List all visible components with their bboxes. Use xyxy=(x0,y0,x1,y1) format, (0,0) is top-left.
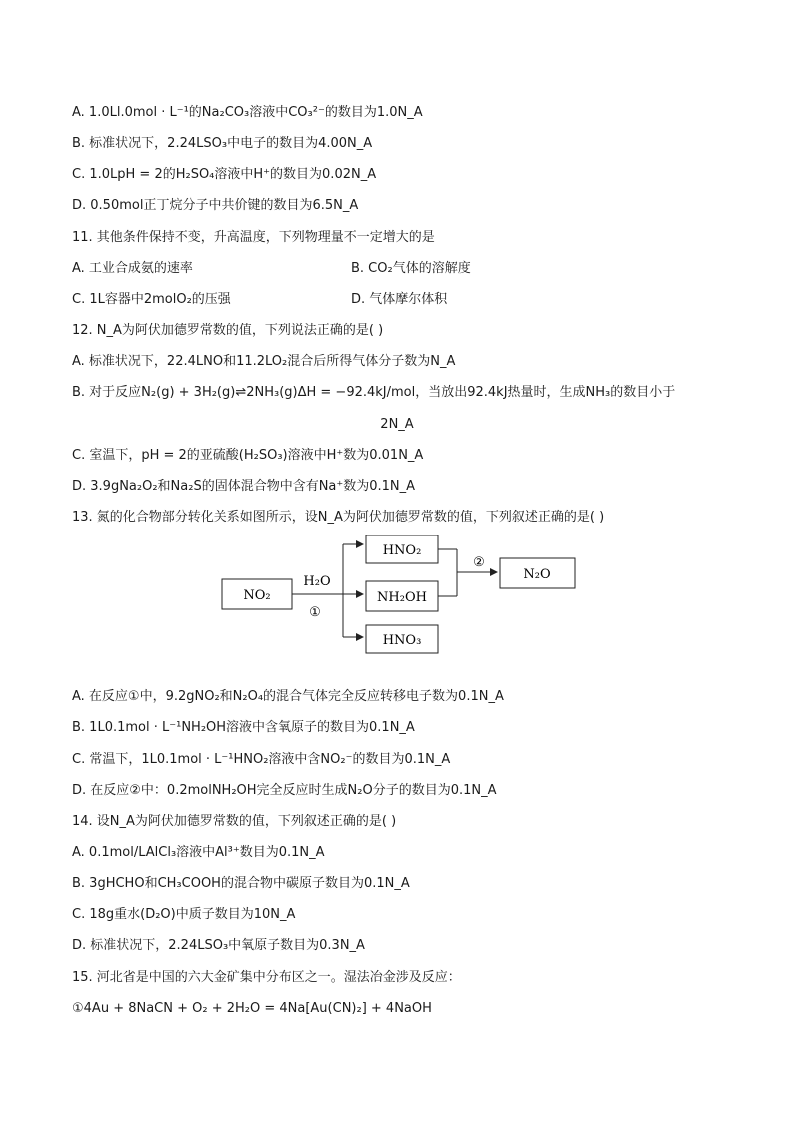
q11-option-d: D. 气体摩尔体积 xyxy=(351,292,448,307)
q11-option-a: A. 工业合成氨的速率 xyxy=(72,261,193,276)
q11-option-b: B. CO₂气体的溶解度 xyxy=(351,261,471,276)
q13-option-d: D. 在反应②中：0.2molNH₂OH完全反应时生成N₂O分子的数目为0.1N_A xyxy=(72,783,497,798)
q13-option-c: C. 常温下，1L0.1mol · L⁻¹HNO₂溶液中含NO₂⁻的数目为0.1N_A xyxy=(72,752,451,767)
q11-option-c: C. 1L容器中2molO₂的压强 xyxy=(72,292,231,307)
q10-option-d: D. 0.50mol正丁烷分子中共价键的数目为6.5N_A xyxy=(72,198,359,213)
no2-label: NO₂ xyxy=(243,588,271,603)
q13-option-a: A. 在反应①中，9.2gNO₂和N₂O₄的混合气体完全反应转移电子数为0.1N_A xyxy=(72,689,504,704)
n2o-label: N₂O xyxy=(523,567,551,582)
q15-stem: 15. 河北省是中国的六大金矿集中分布区之一。湿法冶金涉及反应： xyxy=(72,970,461,985)
q10-option-c: C. 1.0LpH = 2的H₂SO₄溶液中H⁺的数目为0.02N_A xyxy=(72,167,377,182)
q14-option-b: B. 3gHCHO和CH₃COOH的混合物中碳原子数目为0.1N_A xyxy=(72,876,410,891)
q14-option-a: A. 0.1mol/LAlCl₃溶液中Al³⁺数目为0.1N_A xyxy=(72,845,325,860)
q14-option-d: D. 标准状况下，2.24LSO₃中氧原子数目为0.3N_A xyxy=(72,938,365,953)
q11-stem: 11. 其他条件保持不变，升高温度，下列物理量不一定增大的是 xyxy=(72,230,435,245)
q15-reaction-1: ①4Au + 8NaCN + O₂ + 2H₂O = 4Na[Au(CN)₂] + 4NaOH xyxy=(72,1001,432,1016)
q14-stem: 14. 设N_A为阿伏加德罗常数的值，下列叙述正确的是( ) xyxy=(72,814,397,829)
q12-option-d: D. 3.9gNa₂O₂和Na₂S的固体混合物中含有Na⁺数为0.1N_A xyxy=(72,479,416,494)
q12-stem: 12. N_A为阿伏加德罗常数的值，下列说法正确的是( ) xyxy=(72,323,384,338)
hno3-label: HNO₃ xyxy=(382,633,422,648)
q14-option-c: C. 18g重水(D₂O)中质子数目为10N_A xyxy=(72,907,296,922)
nitrogen-conversion-diagram xyxy=(215,535,595,660)
hno2-label: HNO₂ xyxy=(382,543,422,558)
q10-option-a: A. 1.0Ll.0mol · L⁻¹的Na₂CO₃溶液中CO₃²⁻的数目为1.0N_A xyxy=(72,105,423,120)
q13-option-b: B. 1L0.1mol · L⁻¹NH₂OH溶液中含氧原子的数目为0.1N_A xyxy=(72,720,415,735)
q12-option-b: B. 对于反应N₂(g) + 3H₂(g)⇌2NH₃(g)ΔH = −92.4kJ/mol，当放出92.4kJ热量时，生成NH₃的数目小于 xyxy=(72,385,676,400)
nh2oh-label: NH₂OH xyxy=(377,590,427,605)
q10-option-b: B. 标准状况下，2.24LSO₃中电子的数目为4.00N_A xyxy=(72,136,373,151)
step-1-label: ① xyxy=(309,605,321,620)
h2o-label: H₂O xyxy=(303,574,331,589)
q12-option-b-continued: 2N_A xyxy=(380,417,414,432)
step-2-label: ② xyxy=(473,555,485,570)
q12-option-a: A. 标准状况下，22.4LNO和11.2LO₂混合后所得气体分子数为N_A xyxy=(72,354,456,369)
q12-option-c: C. 室温下，pH = 2的亚硫酸(H₂SO₃)溶液中H⁺数为0.01N_A xyxy=(72,448,424,463)
q13-stem: 13. 氮的化合物部分转化关系如图所示，设N_A为阿伏加德罗常数的值，下列叙述正确的是( ) xyxy=(72,510,605,525)
